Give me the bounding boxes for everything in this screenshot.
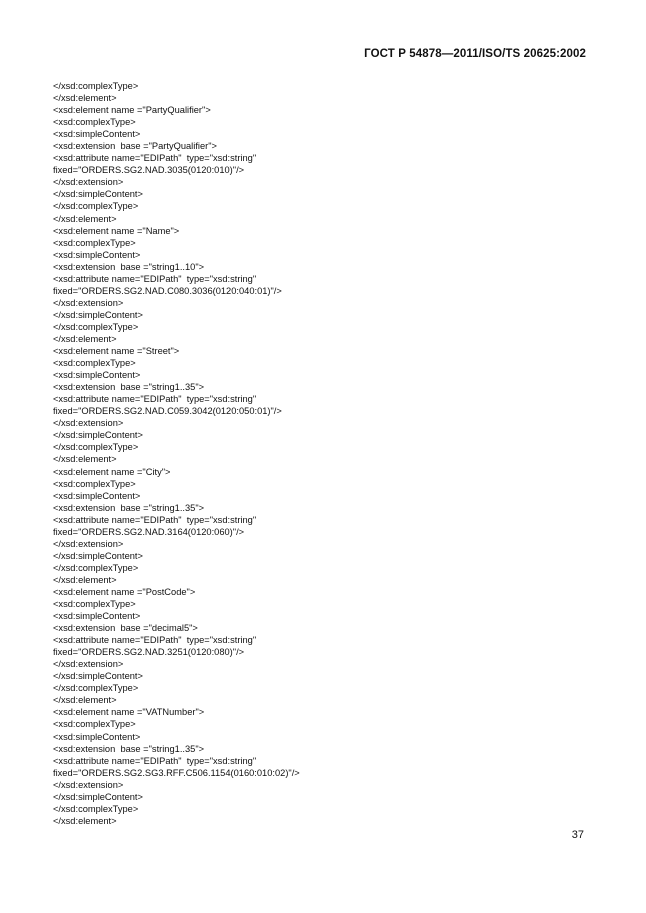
- code-line: </xsd:complexType>: [53, 321, 139, 332]
- code-line: </xsd:simpleContent>: [53, 189, 143, 200]
- code-line: <xsd:element name ="PostCode">: [53, 586, 196, 597]
- code-line: <xsd:attribute name="EDIPath" type="xsd:string": [53, 514, 257, 525]
- code-line: </xsd:simpleContent>: [53, 791, 143, 802]
- code-line: <xsd:simpleContent>: [53, 731, 141, 742]
- code-line: </xsd:simpleContent>: [53, 550, 143, 561]
- code-line: <xsd:simpleContent>: [53, 611, 141, 622]
- code-line: </xsd:complexType>: [53, 201, 139, 212]
- code-line: </xsd:extension>: [53, 659, 124, 670]
- code-line: </xsd:element>: [53, 93, 117, 104]
- code-line: <xsd:extension base ="string1..35">: [53, 382, 205, 393]
- code-line: <xsd:complexType>: [53, 358, 136, 369]
- code-line: <xsd:extension base ="decimal5">: [53, 623, 198, 634]
- code-line: </xsd:element>: [53, 213, 117, 224]
- code-line: <xsd:extension base ="string1..35">: [53, 743, 205, 754]
- code-line: fixed="ORDERS.SG2.NAD.C059.3042(0120:050:01)"/>: [53, 406, 282, 417]
- code-line: <xsd:simpleContent>: [53, 370, 141, 381]
- code-line: fixed="ORDERS.SG2.NAD.3035(0120:010)"/>: [53, 165, 245, 176]
- code-line: </xsd:extension>: [53, 779, 124, 790]
- code-line: <xsd:attribute name="EDIPath" type="xsd:string": [53, 394, 257, 405]
- code-line: <xsd:element name ="City">: [53, 466, 171, 477]
- page-header: ГОСТ Р 54878—2011/ISO/TS 20625:2002: [364, 48, 586, 60]
- code-line: <xsd:simpleContent>: [53, 129, 141, 140]
- code-line: fixed="ORDERS.SG2.SG3.RFF.C506.1154(0160:010:02)"/>: [53, 767, 300, 778]
- code-line: <xsd:attribute name="EDIPath" type="xsd:string": [53, 755, 257, 766]
- code-line: <xsd:extension base ="string1..10">: [53, 261, 205, 272]
- code-line: <xsd:complexType>: [53, 237, 136, 248]
- code-line: </xsd:extension>: [53, 538, 124, 549]
- code-line: </xsd:element>: [53, 695, 117, 706]
- code-line: </xsd:extension>: [53, 297, 124, 308]
- code-line: <xsd:simpleContent>: [53, 249, 141, 260]
- code-line: <xsd:element name ="Street">: [53, 346, 180, 357]
- code-line: fixed="ORDERS.SG2.NAD.3251(0120:080)"/>: [53, 647, 245, 658]
- code-line: <xsd:attribute name="EDIPath" type="xsd:string": [53, 635, 257, 646]
- code-line: <xsd:element name ="Name">: [53, 225, 180, 236]
- code-line: </xsd:extension>: [53, 418, 124, 429]
- code-line: fixed="ORDERS.SG2.NAD.C080.3036(0120:040:01)"/>: [53, 285, 282, 296]
- code-line: <xsd:complexType>: [53, 719, 136, 730]
- page-number: 37: [571, 829, 584, 841]
- code-line: <xsd:element name ="PartyQualifier">: [53, 105, 211, 116]
- code-line: <xsd:element name ="VATNumber">: [53, 707, 205, 718]
- code-line: <xsd:attribute name="EDIPath" type="xsd:string": [53, 153, 257, 164]
- code-line: </xsd:complexType>: [53, 442, 139, 453]
- code-line: </xsd:element>: [53, 815, 117, 826]
- code-line: </xsd:simpleContent>: [53, 430, 143, 441]
- code-line: </xsd:extension>: [53, 177, 124, 188]
- code-line: </xsd:element>: [53, 574, 117, 585]
- code-line: <xsd:complexType>: [53, 599, 136, 610]
- code-line: </xsd:simpleContent>: [53, 671, 143, 682]
- code-line: </xsd:complexType>: [53, 683, 139, 694]
- code-line: </xsd:element>: [53, 454, 117, 465]
- code-line: <xsd:attribute name="EDIPath" type="xsd:string": [53, 273, 257, 284]
- code-line: </xsd:element>: [53, 333, 117, 344]
- code-line: <xsd:complexType>: [53, 117, 136, 128]
- xsd-code-block: [53, 80, 300, 827]
- code-line: </xsd:simpleContent>: [53, 309, 143, 320]
- code-line: </xsd:complexType>: [53, 562, 139, 573]
- code-line: <xsd:simpleContent>: [53, 490, 141, 501]
- code-line: </xsd:complexType>: [53, 81, 139, 91]
- code-line: fixed="ORDERS.SG2.NAD.3164(0120:060)"/>: [53, 526, 245, 537]
- code-line: <xsd:extension base ="string1..35">: [53, 502, 205, 513]
- code-line: <xsd:complexType>: [53, 478, 136, 489]
- code-line: <xsd:extension base ="PartyQualifier">: [53, 141, 217, 152]
- code-line: </xsd:complexType>: [53, 803, 139, 814]
